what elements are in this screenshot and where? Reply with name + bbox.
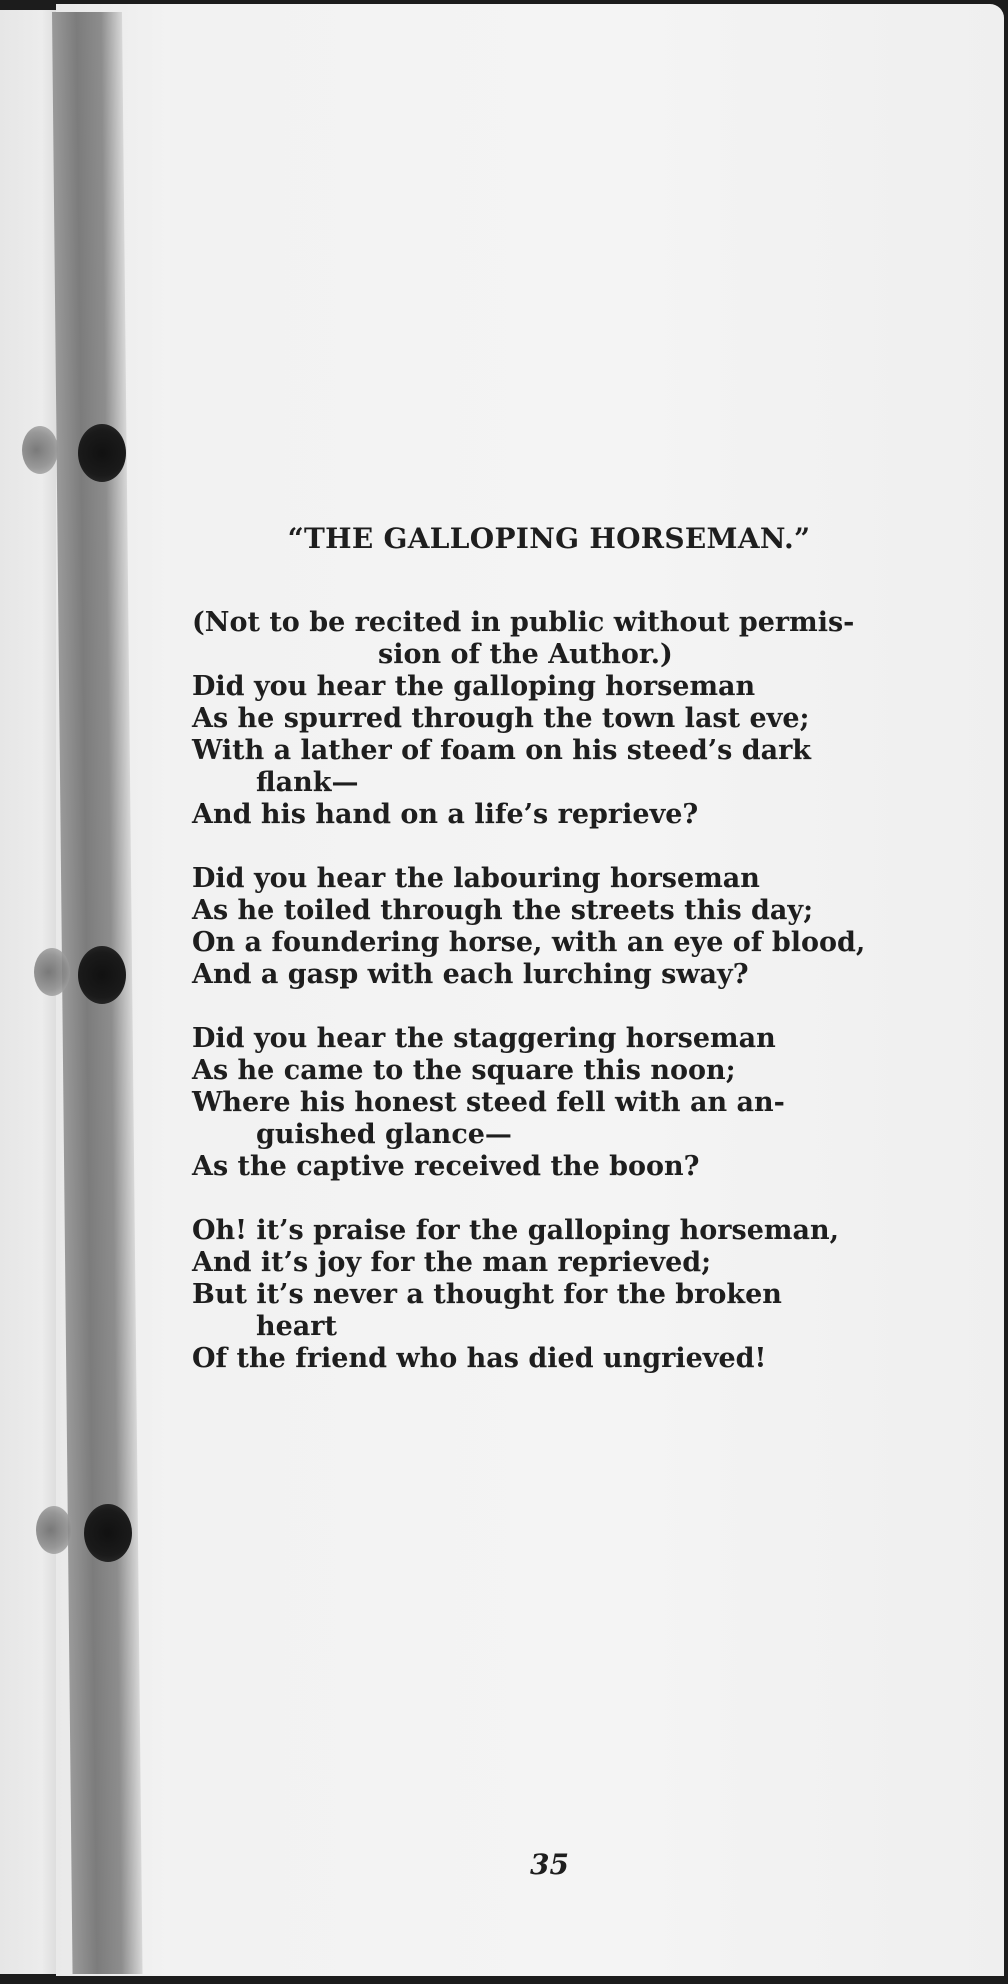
verse-line: As he came to the square this noon;	[192, 1055, 736, 1086]
stanza-1	[192, 671, 892, 831]
verse-line-continuation: guished glance—	[256, 1119, 512, 1150]
verse-line: On a foundering horse, with an eye of blood,	[192, 927, 866, 958]
stanza-gap	[192, 991, 892, 1023]
verse-line: Did you hear the galloping horseman	[192, 671, 756, 702]
page-number: 35	[530, 1848, 569, 1881]
verse-line: And it’s joy for the man reprieved;	[192, 1247, 712, 1278]
verse-line: Did you hear the labouring horseman	[192, 863, 760, 894]
verse-line: But it’s never a thought for the broken	[192, 1279, 782, 1310]
verse-line-continuation: heart	[256, 1311, 337, 1342]
verse-line: As he spurred through the town last eve;	[192, 703, 810, 734]
poem-title: “THE GALLOPING HORSEMAN.”	[287, 522, 811, 555]
verse-line: Oh! it’s praise for the galloping horseman,	[192, 1215, 839, 1246]
verse-line: And a gasp with each lurching sway?	[192, 959, 749, 990]
verse-line: Of the friend who has died ungrieved!	[192, 1343, 767, 1374]
stanza-gap	[192, 1183, 892, 1215]
binding-hole-bottom	[84, 1504, 132, 1562]
author-note-line	[192, 607, 892, 639]
verse-line: With a lather of foam on his steed’s dark	[192, 735, 812, 766]
binding-hole-shadow-top	[22, 426, 58, 474]
binding-hole-top	[78, 424, 126, 482]
verse-line-continuation: flank—	[256, 767, 359, 798]
stanza-3	[192, 1023, 892, 1183]
verse-line: As the captive received the boon?	[192, 1151, 700, 1182]
verse-line: Where his honest steed fell with an an-	[192, 1087, 785, 1118]
binding-hole-middle	[78, 946, 126, 1004]
verse-line: And his hand on a life’s reprieve?	[192, 799, 699, 830]
stanza-gap	[192, 831, 892, 863]
stanza-4	[192, 1215, 892, 1375]
stanza-2	[192, 863, 892, 991]
author-note-line: sion of the Author.)	[378, 639, 673, 670]
verse-line: Did you hear the staggering horseman	[192, 1023, 776, 1054]
binding-hole-shadow-bottom	[36, 1506, 72, 1554]
author-note-text: (Not to be recited in public without permis-	[192, 607, 855, 638]
binding-hole-shadow-middle	[34, 948, 70, 996]
poem-body	[192, 607, 892, 1375]
verse-line: As he toiled through the streets this day;	[192, 895, 814, 926]
